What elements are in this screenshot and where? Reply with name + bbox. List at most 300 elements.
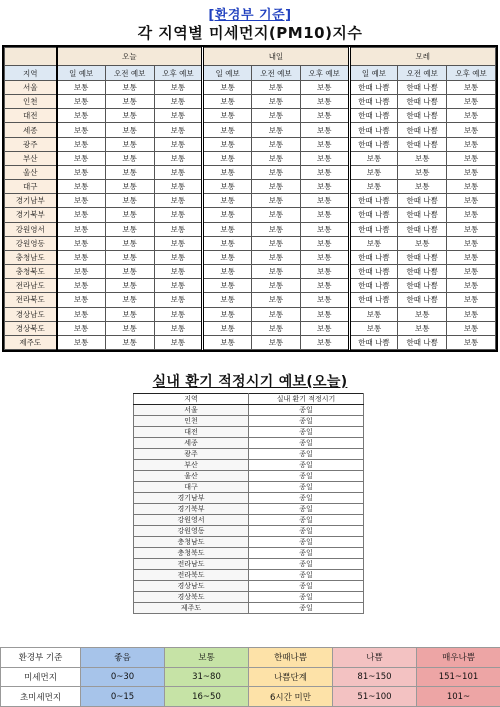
forecast-cell: 보통 bbox=[300, 123, 349, 137]
forecast-cell: 보통 bbox=[300, 279, 349, 293]
forecast-cell: 보통 bbox=[300, 180, 349, 194]
forecast-cell: 보통 bbox=[398, 180, 447, 194]
region-column-header: 지역 bbox=[5, 66, 57, 81]
forecast-cell: 보통 bbox=[398, 151, 447, 165]
ventilation-title: 실내 환기 적정시기 예보(오늘) bbox=[152, 374, 348, 390]
forecast-cell: 보통 bbox=[447, 208, 496, 222]
day-header-tomorrow: 내일 bbox=[203, 48, 349, 66]
forecast-cell: 보통 bbox=[105, 109, 154, 123]
forecast-cell: 보통 bbox=[300, 137, 349, 151]
forecast-cell: 보통 bbox=[300, 95, 349, 109]
region-cell: 충청북도 bbox=[5, 265, 57, 279]
forecast-cell: 보통 bbox=[252, 236, 301, 250]
ventilation-region-cell: 전라북도 bbox=[134, 570, 249, 581]
forecast-cell: 보통 bbox=[349, 180, 398, 194]
forecast-cell: 한때 나쁨 bbox=[398, 194, 447, 208]
table-row bbox=[134, 405, 364, 416]
forecast-cell: 보통 bbox=[447, 321, 496, 335]
forecast-cell: 보통 bbox=[57, 236, 106, 250]
forecast-cell: 보통 bbox=[447, 307, 496, 321]
forecast-cell: 보통 bbox=[105, 180, 154, 194]
forecast-cell: 한때 나쁨 bbox=[349, 222, 398, 236]
forecast-cell: 보통 bbox=[349, 307, 398, 321]
forecast-cell: 보통 bbox=[203, 180, 252, 194]
forecast-cell: 보통 bbox=[57, 307, 106, 321]
ventilation-region-cell: 충청북도 bbox=[134, 548, 249, 559]
forecast-cell: 보통 bbox=[154, 222, 203, 236]
forecast-cell: 보통 bbox=[203, 109, 252, 123]
forecast-cell: 한때 나쁨 bbox=[349, 123, 398, 137]
legend-pm25-good: 0~15 bbox=[81, 687, 165, 707]
region-cell: 대전 bbox=[5, 109, 57, 123]
sub-header: 오후 예보 bbox=[447, 66, 496, 81]
legend-pm10-good: 0~30 bbox=[81, 667, 165, 687]
sub-header: 일 예보 bbox=[203, 66, 252, 81]
forecast-cell: 보통 bbox=[154, 293, 203, 307]
forecast-cell: 보통 bbox=[447, 109, 496, 123]
forecast-cell: 보통 bbox=[57, 335, 106, 349]
forecast-cell: 보통 bbox=[57, 321, 106, 335]
table-row bbox=[134, 592, 364, 603]
forecast-cell: 보통 bbox=[105, 222, 154, 236]
forecast-cell: 한때 나쁨 bbox=[398, 123, 447, 137]
forecast-cell: 보통 bbox=[252, 335, 301, 349]
forecast-cell: 보통 bbox=[154, 180, 203, 194]
forecast-cell: 보통 bbox=[57, 279, 106, 293]
forecast-cell: 보통 bbox=[252, 321, 301, 335]
forecast-cell: 보통 bbox=[57, 180, 106, 194]
ventilation-value-cell: 종일 bbox=[249, 515, 364, 526]
legend-pm10-normal: 31~80 bbox=[165, 667, 249, 687]
forecast-cell: 보통 bbox=[447, 222, 496, 236]
ventilation-region-cell: 광주 bbox=[134, 449, 249, 460]
ventilation-region-cell: 충청남도 bbox=[134, 537, 249, 548]
forecast-cell: 보통 bbox=[203, 95, 252, 109]
forecast-cell: 보통 bbox=[203, 151, 252, 165]
forecast-cell: 보통 bbox=[105, 95, 154, 109]
forecast-cell: 보통 bbox=[349, 236, 398, 250]
forecast-cell: 한때 나쁨 bbox=[349, 279, 398, 293]
forecast-cell: 보통 bbox=[203, 81, 252, 95]
forecast-cell: 보통 bbox=[447, 293, 496, 307]
forecast-cell: 보통 bbox=[300, 165, 349, 179]
forecast-cell: 한때 나쁨 bbox=[349, 208, 398, 222]
table-row bbox=[134, 427, 364, 438]
forecast-cell: 보통 bbox=[203, 208, 252, 222]
forecast-cell: 보통 bbox=[203, 137, 252, 151]
forecast-cell: 보통 bbox=[105, 194, 154, 208]
forecast-cell: 보통 bbox=[447, 137, 496, 151]
table-row bbox=[5, 81, 496, 95]
day-header-day-after: 모레 bbox=[349, 48, 495, 66]
forecast-cell: 한때 나쁨 bbox=[398, 265, 447, 279]
forecast-cell: 보통 bbox=[203, 307, 252, 321]
forecast-cell: 한때 나쁨 bbox=[398, 250, 447, 264]
forecast-cell: 보통 bbox=[57, 81, 106, 95]
forecast-cell: 보통 bbox=[105, 151, 154, 165]
table-row bbox=[5, 151, 496, 165]
ventilation-value-cell: 종일 bbox=[249, 504, 364, 515]
forecast-cell: 보통 bbox=[105, 293, 154, 307]
forecast-cell: 보통 bbox=[105, 321, 154, 335]
forecast-cell: 보통 bbox=[203, 123, 252, 137]
table-row bbox=[5, 208, 496, 222]
region-cell: 전라남도 bbox=[5, 279, 57, 293]
table-row bbox=[134, 603, 364, 614]
forecast-cell: 보통 bbox=[105, 335, 154, 349]
region-cell: 울산 bbox=[5, 165, 57, 179]
forecast-cell: 보통 bbox=[398, 307, 447, 321]
forecast-cell: 보통 bbox=[252, 265, 301, 279]
ventilation-region-cell: 경상남도 bbox=[134, 581, 249, 592]
ventilation-region-cell: 경상북도 bbox=[134, 592, 249, 603]
forecast-cell: 보통 bbox=[252, 250, 301, 264]
region-cell: 대구 bbox=[5, 180, 57, 194]
forecast-cell: 보통 bbox=[447, 250, 496, 264]
ventilation-region-cell: 전라남도 bbox=[134, 559, 249, 570]
legend-level-bad: 나쁨 bbox=[333, 648, 417, 668]
header-blank bbox=[5, 48, 57, 66]
table-row bbox=[134, 559, 364, 570]
forecast-cell: 보통 bbox=[300, 151, 349, 165]
forecast-cell: 보통 bbox=[154, 307, 203, 321]
region-cell: 인천 bbox=[5, 95, 57, 109]
forecast-cell: 보통 bbox=[300, 293, 349, 307]
legend-header-label: 환경부 기준 bbox=[1, 648, 81, 668]
table-row bbox=[5, 279, 496, 293]
forecast-cell: 보통 bbox=[105, 250, 154, 264]
forecast-cell: 보통 bbox=[252, 293, 301, 307]
forecast-cell: 보통 bbox=[154, 265, 203, 279]
table-row bbox=[5, 335, 496, 349]
forecast-cell: 보통 bbox=[447, 81, 496, 95]
forecast-cell: 보통 bbox=[154, 81, 203, 95]
table-row bbox=[134, 548, 364, 559]
legend-pm25-very-bad: 101~ bbox=[417, 687, 500, 707]
forecast-cell: 보통 bbox=[398, 321, 447, 335]
ventilation-value-cell: 종일 bbox=[249, 570, 364, 581]
forecast-cell: 보통 bbox=[447, 165, 496, 179]
forecast-cell: 보통 bbox=[300, 321, 349, 335]
forecast-cell: 보통 bbox=[447, 236, 496, 250]
forecast-cell: 보통 bbox=[203, 279, 252, 293]
ventilation-value-cell: 종일 bbox=[249, 471, 364, 482]
forecast-cell: 한때 나쁨 bbox=[349, 81, 398, 95]
forecast-cell: 보통 bbox=[57, 123, 106, 137]
forecast-cell: 한때 나쁨 bbox=[398, 279, 447, 293]
table-row bbox=[134, 570, 364, 581]
table-row bbox=[134, 438, 364, 449]
table-row bbox=[5, 250, 496, 264]
forecast-cell: 보통 bbox=[252, 222, 301, 236]
ventilation-region-cell: 경기북부 bbox=[134, 504, 249, 515]
table-row bbox=[5, 165, 496, 179]
forecast-cell: 보통 bbox=[57, 151, 106, 165]
forecast-cell: 보통 bbox=[203, 194, 252, 208]
table-row bbox=[5, 293, 496, 307]
legend-mid-note-1: 나쁨단계 bbox=[249, 667, 333, 687]
forecast-cell: 보통 bbox=[203, 165, 252, 179]
forecast-cell: 보통 bbox=[252, 279, 301, 293]
region-cell: 경기북부 bbox=[5, 208, 57, 222]
sub-header: 오후 예보 bbox=[154, 66, 203, 81]
forecast-cell: 보통 bbox=[203, 222, 252, 236]
ventilation-value-cell: 종일 bbox=[249, 548, 364, 559]
forecast-cell: 보통 bbox=[447, 194, 496, 208]
ventilation-value-cell: 종일 bbox=[249, 537, 364, 548]
forecast-cell: 보통 bbox=[349, 151, 398, 165]
forecast-cell: 보통 bbox=[105, 279, 154, 293]
forecast-cell: 보통 bbox=[447, 265, 496, 279]
table-row bbox=[5, 123, 496, 137]
forecast-cell: 보통 bbox=[300, 222, 349, 236]
region-cell: 제주도 bbox=[5, 335, 57, 349]
forecast-cell: 보통 bbox=[252, 123, 301, 137]
table-row bbox=[5, 137, 496, 151]
forecast-cell: 보통 bbox=[154, 137, 203, 151]
forecast-cell: 한때 나쁨 bbox=[398, 81, 447, 95]
table-row bbox=[5, 265, 496, 279]
forecast-cell: 보통 bbox=[57, 165, 106, 179]
forecast-cell: 보통 bbox=[105, 265, 154, 279]
forecast-cell: 보통 bbox=[154, 208, 203, 222]
forecast-cell: 한때 나쁨 bbox=[349, 137, 398, 151]
ventilation-value-cell: 종일 bbox=[249, 603, 364, 614]
forecast-cell: 보통 bbox=[203, 265, 252, 279]
forecast-cell: 보통 bbox=[57, 95, 106, 109]
forecast-cell: 보통 bbox=[252, 194, 301, 208]
region-cell: 경상남도 bbox=[5, 307, 57, 321]
region-cell: 충청남도 bbox=[5, 250, 57, 264]
forecast-cell: 보통 bbox=[252, 151, 301, 165]
forecast-cell: 한때 나쁨 bbox=[349, 335, 398, 349]
table-row bbox=[5, 109, 496, 123]
legend-mid-note-2: 6시간 미만 bbox=[249, 687, 333, 707]
sub-header: 일 예보 bbox=[57, 66, 106, 81]
forecast-cell: 보통 bbox=[105, 307, 154, 321]
forecast-cell: 보통 bbox=[300, 81, 349, 95]
forecast-cell: 한때 나쁨 bbox=[398, 222, 447, 236]
forecast-cell: 보통 bbox=[105, 81, 154, 95]
legend-level-very-bad: 매우나쁨 bbox=[417, 648, 500, 668]
forecast-cell: 한때 나쁨 bbox=[349, 194, 398, 208]
forecast-cell: 보통 bbox=[57, 194, 106, 208]
forecast-cell: 보통 bbox=[252, 307, 301, 321]
table-row bbox=[5, 180, 496, 194]
forecast-cell: 한때 나쁨 bbox=[398, 109, 447, 123]
table-row bbox=[5, 236, 496, 250]
ventilation-value-cell: 종일 bbox=[249, 449, 364, 460]
forecast-cell: 보통 bbox=[300, 236, 349, 250]
forecast-cell: 한때 나쁨 bbox=[349, 293, 398, 307]
forecast-cell: 보통 bbox=[252, 208, 301, 222]
table-row bbox=[134, 493, 364, 504]
forecast-cell: 보통 bbox=[154, 321, 203, 335]
table-row bbox=[5, 194, 496, 208]
forecast-cell: 보통 bbox=[203, 335, 252, 349]
ventilation-value-cell: 종일 bbox=[249, 482, 364, 493]
table-row bbox=[5, 321, 496, 335]
sub-header: 오전 예보 bbox=[105, 66, 154, 81]
region-cell: 세종 bbox=[5, 123, 57, 137]
forecast-cell: 보통 bbox=[349, 165, 398, 179]
ventilation-region-cell: 경기남부 bbox=[134, 493, 249, 504]
ventilation-table bbox=[133, 393, 363, 614]
ventilation-value-cell: 종일 bbox=[249, 438, 364, 449]
legend-level-normal: 보통 bbox=[165, 648, 249, 668]
forecast-cell: 보통 bbox=[154, 151, 203, 165]
ventilation-value-cell: 종일 bbox=[249, 526, 364, 537]
day-header-today: 오늘 bbox=[57, 48, 203, 66]
ventilation-region-cell: 세종 bbox=[134, 438, 249, 449]
forecast-cell: 보통 bbox=[447, 279, 496, 293]
ventilation-region-cell: 대전 bbox=[134, 427, 249, 438]
forecast-cell: 한때 나쁨 bbox=[349, 109, 398, 123]
table-row bbox=[134, 471, 364, 482]
ventilation-region-cell: 강원영동 bbox=[134, 526, 249, 537]
forecast-cell: 보통 bbox=[300, 307, 349, 321]
forecast-cell: 한때 나쁨 bbox=[398, 137, 447, 151]
forecast-cell: 보통 bbox=[203, 293, 252, 307]
table-row bbox=[134, 537, 364, 548]
legend-pm10-bad: 81~150 bbox=[333, 667, 417, 687]
ventilation-region-cell: 대구 bbox=[134, 482, 249, 493]
forecast-cell: 보통 bbox=[57, 265, 106, 279]
forecast-cell: 보통 bbox=[154, 95, 203, 109]
forecast-cell: 보통 bbox=[57, 293, 106, 307]
region-cell: 경상북도 bbox=[5, 321, 57, 335]
ventilation-time-header: 실내 환기 적정시기 bbox=[249, 394, 364, 405]
pm10-forecast-table bbox=[2, 45, 498, 352]
forecast-cell: 보통 bbox=[105, 165, 154, 179]
forecast-cell: 보통 bbox=[203, 236, 252, 250]
ventilation-region-cell: 서울 bbox=[134, 405, 249, 416]
table-row bbox=[134, 460, 364, 471]
forecast-cell: 한때 나쁨 bbox=[349, 95, 398, 109]
region-cell: 전라북도 bbox=[5, 293, 57, 307]
forecast-cell: 보통 bbox=[252, 165, 301, 179]
region-cell: 강원영동 bbox=[5, 236, 57, 250]
ventilation-value-cell: 종일 bbox=[249, 416, 364, 427]
forecast-cell: 한때 나쁨 bbox=[398, 335, 447, 349]
forecast-cell: 보통 bbox=[300, 208, 349, 222]
forecast-cell: 보통 bbox=[252, 109, 301, 123]
forecast-cell: 한때 나쁨 bbox=[398, 208, 447, 222]
region-cell: 경기남부 bbox=[5, 194, 57, 208]
forecast-cell: 보통 bbox=[57, 137, 106, 151]
forecast-cell: 보통 bbox=[252, 95, 301, 109]
forecast-cell: 보통 bbox=[154, 279, 203, 293]
table-row bbox=[5, 222, 496, 236]
forecast-cell: 보통 bbox=[203, 321, 252, 335]
forecast-cell: 한때 나쁨 bbox=[349, 250, 398, 264]
legend-pm10-very-bad: 151~101 bbox=[417, 667, 500, 687]
forecast-cell: 보통 bbox=[154, 335, 203, 349]
region-cell: 광주 bbox=[5, 137, 57, 151]
forecast-cell: 한때 나쁨 bbox=[398, 293, 447, 307]
region-cell: 부산 bbox=[5, 151, 57, 165]
region-cell: 강원영서 bbox=[5, 222, 57, 236]
legend-level-good: 좋음 bbox=[81, 648, 165, 668]
sub-header: 일 예보 bbox=[349, 66, 398, 81]
sub-header: 오전 예보 bbox=[252, 66, 301, 81]
page-title: 각 지역별 미세먼지(PM10)지수 bbox=[137, 24, 363, 42]
forecast-cell: 보통 bbox=[252, 81, 301, 95]
forecast-cell: 보통 bbox=[300, 109, 349, 123]
forecast-cell: 보통 bbox=[57, 222, 106, 236]
forecast-cell: 보통 bbox=[447, 151, 496, 165]
legend-pm10-label: 미세먼지 bbox=[1, 667, 81, 687]
forecast-cell: 보통 bbox=[398, 236, 447, 250]
forecast-cell: 보통 bbox=[154, 250, 203, 264]
forecast-cell: 보통 bbox=[154, 194, 203, 208]
forecast-cell: 보통 bbox=[154, 123, 203, 137]
forecast-cell: 한때 나쁨 bbox=[398, 95, 447, 109]
forecast-cell: 보통 bbox=[154, 109, 203, 123]
table-row bbox=[134, 581, 364, 592]
ventilation-value-cell: 종일 bbox=[249, 559, 364, 570]
forecast-cell: 보통 bbox=[300, 265, 349, 279]
region-cell: 서울 bbox=[5, 81, 57, 95]
ventilation-region-cell: 강원영서 bbox=[134, 515, 249, 526]
forecast-cell: 보통 bbox=[349, 321, 398, 335]
table-row bbox=[134, 449, 364, 460]
ventilation-value-cell: 종일 bbox=[249, 581, 364, 592]
forecast-cell: 보통 bbox=[300, 335, 349, 349]
forecast-cell: 보통 bbox=[105, 123, 154, 137]
ventilation-value-cell: 종일 bbox=[249, 460, 364, 471]
ventilation-region-header: 지역 bbox=[134, 394, 249, 405]
source-label: [환경부 기준] bbox=[208, 8, 292, 23]
forecast-cell: 한때 나쁨 bbox=[349, 265, 398, 279]
sub-header: 오전 예보 bbox=[398, 66, 447, 81]
table-row bbox=[134, 515, 364, 526]
ventilation-value-cell: 종일 bbox=[249, 493, 364, 504]
forecast-cell: 보통 bbox=[300, 194, 349, 208]
forecast-cell: 보통 bbox=[57, 208, 106, 222]
table-row bbox=[134, 416, 364, 427]
ventilation-region-cell: 부산 bbox=[134, 460, 249, 471]
forecast-cell: 보통 bbox=[154, 165, 203, 179]
ventilation-value-cell: 종일 bbox=[249, 405, 364, 416]
legend-table bbox=[0, 647, 500, 707]
forecast-cell: 보통 bbox=[447, 95, 496, 109]
forecast-cell: 보통 bbox=[57, 250, 106, 264]
ventilation-region-cell: 제주도 bbox=[134, 603, 249, 614]
legend-pm25-label: 초미세먼지 bbox=[1, 687, 81, 707]
table-row bbox=[5, 95, 496, 109]
forecast-cell: 보통 bbox=[252, 137, 301, 151]
forecast-cell: 보통 bbox=[57, 109, 106, 123]
table-row bbox=[5, 307, 496, 321]
table-row bbox=[134, 482, 364, 493]
forecast-cell: 보통 bbox=[105, 236, 154, 250]
forecast-cell: 보통 bbox=[398, 165, 447, 179]
forecast-cell: 보통 bbox=[252, 180, 301, 194]
forecast-cell: 보통 bbox=[105, 137, 154, 151]
table-row bbox=[134, 526, 364, 537]
forecast-cell: 보통 bbox=[447, 335, 496, 349]
forecast-cell: 보통 bbox=[105, 208, 154, 222]
ventilation-region-cell: 인천 bbox=[134, 416, 249, 427]
ventilation-value-cell: 종일 bbox=[249, 592, 364, 603]
ventilation-region-cell: 울산 bbox=[134, 471, 249, 482]
legend-level-temp-bad: 한때나쁨 bbox=[249, 648, 333, 668]
legend-pm25-bad: 51~100 bbox=[333, 687, 417, 707]
legend-pm25-normal: 16~50 bbox=[165, 687, 249, 707]
forecast-cell: 보통 bbox=[447, 123, 496, 137]
forecast-cell: 보통 bbox=[300, 250, 349, 264]
